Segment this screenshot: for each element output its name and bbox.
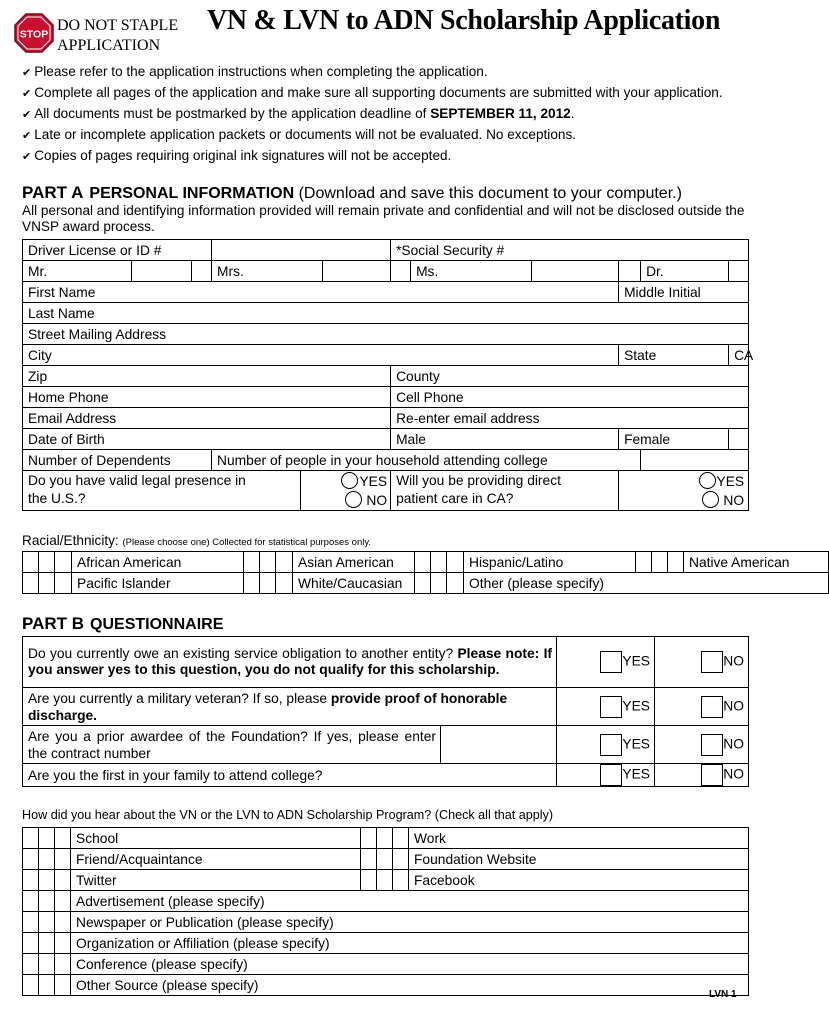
stop-sign-icon	[14, 13, 54, 53]
african-american-checkbox[interactable]	[39, 552, 55, 573]
military-veteran-yes[interactable]: YES	[557, 688, 655, 726]
patient-care-no[interactable]: NO	[624, 491, 744, 510]
service-obligation-yes[interactable]: YES	[557, 637, 655, 688]
title-ms-label: Ms.	[411, 261, 532, 282]
prior-awardee-yes[interactable]: YES	[557, 726, 655, 764]
first-in-family-no[interactable]: NO	[655, 764, 749, 787]
patient-care-options	[619, 471, 749, 511]
part-b-heading: PART B QUESTIONNAIRE	[22, 614, 224, 633]
radio-icon[interactable]	[702, 491, 719, 508]
first-in-family-yes[interactable]: YES	[557, 764, 655, 787]
source-work: Work	[409, 828, 749, 849]
svg-text:STOP: STOP	[19, 28, 49, 41]
question-service-obligation: Do you currently owe an existing service obligation to another entity? Please note: If you answer yes to this question, you do not qualify for this scholarship.	[23, 637, 557, 688]
radio-icon[interactable]	[699, 472, 716, 489]
source-facebook: Facebook	[409, 870, 749, 891]
female-checkbox[interactable]	[729, 429, 749, 450]
white-checkbox[interactable]	[260, 573, 276, 594]
instruction-item: ✔ All documents must be postmarked by the application deadline of SEPTEMBER 11, 2012.	[22, 106, 575, 121]
race-pacific-islander: Pacific Islander	[72, 573, 244, 594]
checkbox-icon[interactable]	[701, 696, 723, 718]
source-organization[interactable]: Organization or Affiliation (please specify)	[71, 933, 749, 954]
how-heard-table	[22, 827, 749, 996]
deadline-date: SEPTEMBER 11, 2012	[430, 106, 571, 121]
checkbox-icon[interactable]	[600, 734, 622, 756]
instruction-item: ✔ Complete all pages of the application and make sure all supporting documents are submitted with your application.	[22, 85, 723, 100]
legal-presence-no[interactable]: NO	[306, 491, 387, 510]
household-college-value[interactable]	[641, 450, 749, 471]
patient-care-question: Will you be providing direct patient care in CA?	[391, 471, 619, 511]
source-advertisement[interactable]: Advertisement (please specify)	[71, 891, 749, 912]
newspaper-checkbox[interactable]	[39, 912, 55, 933]
driver-license-field[interactable]: Driver License or ID #	[23, 240, 212, 261]
zip-field[interactable]: Zip	[23, 366, 391, 387]
source-school: School	[71, 828, 361, 849]
other-race-checkbox[interactable]	[431, 573, 447, 594]
dependents-field[interactable]: Number of Dependents	[23, 450, 212, 471]
checkmark-icon: ✔	[22, 130, 32, 142]
patient-care-yes[interactable]: YES	[624, 472, 744, 491]
friend-checkbox[interactable]	[39, 849, 55, 870]
native-american-checkbox[interactable]	[652, 552, 668, 573]
cell-phone-field[interactable]: Cell Phone	[391, 387, 749, 408]
title-mr-label: Mr.	[23, 261, 132, 282]
male-label: Male	[391, 429, 619, 450]
questionnaire-table	[22, 636, 749, 787]
source-twitter: Twitter	[71, 870, 361, 891]
checkmark-icon: ✔	[22, 67, 32, 79]
race-heading: Racial/Ethnicity: (Please choose one) Collected for statistical purposes only.	[22, 533, 372, 548]
female-label: Female	[619, 429, 729, 450]
checkbox-icon[interactable]	[701, 734, 723, 756]
title-dr-label: Dr.	[641, 261, 729, 282]
question-first-in-family: Are you the first in your family to attend college?	[23, 764, 557, 787]
household-college-label: Number of people in your household attending college	[212, 450, 641, 471]
how-heard-heading: How did you hear about the VN or the LVN to ADN Scholarship Program? (Check all that apply)	[22, 808, 554, 822]
pacific-islander-checkbox[interactable]	[39, 573, 55, 594]
instruction-item: ✔ Late or incomplete application packets or documents will not be evaluated. No exceptions.	[22, 127, 577, 142]
question-prior-awardee: Are you a prior awardee of the Foundation? If yes, please enter the contract number	[23, 726, 441, 764]
state-value[interactable]: CA	[729, 345, 749, 366]
checkbox-icon[interactable]	[600, 696, 622, 718]
page-title: VN & LVN to ADN Scholarship Application	[207, 5, 721, 36]
privacy-note: All personal and identifying information provided will remain private and confidential and will not be disclosed outside the VNSP award process.	[22, 203, 745, 234]
first-name-field[interactable]: First Name	[23, 282, 619, 303]
twitter-checkbox[interactable]	[39, 870, 55, 891]
personal-info-table	[22, 239, 754, 511]
checkbox-icon[interactable]	[600, 764, 622, 786]
contract-number-input[interactable]	[441, 726, 557, 764]
legal-presence-options	[301, 471, 391, 511]
source-conference[interactable]: Conference (please specify)	[71, 954, 749, 975]
race-native-american: Native American	[684, 552, 829, 573]
last-name-field[interactable]: Last Name	[23, 303, 749, 324]
checkmark-icon: ✔	[22, 151, 32, 163]
source-foundation-website: Foundation Website	[409, 849, 749, 870]
race-hispanic: Hispanic/Latino	[464, 552, 636, 573]
do-not-staple-note: DO NOT STAPLE APPLICATION	[57, 17, 179, 54]
race-other[interactable]: Other (please specify)	[464, 573, 829, 594]
instruction-item: ✔ Copies of pages requiring original ink signatures will not be accepted.	[22, 148, 452, 163]
title-mr-checkbox[interactable]	[132, 261, 192, 282]
email-field[interactable]: Email Address	[23, 408, 391, 429]
organization-checkbox[interactable]	[39, 933, 55, 954]
city-field[interactable]: City	[23, 345, 619, 366]
home-phone-field[interactable]: Home Phone	[23, 387, 391, 408]
race-table	[22, 551, 829, 594]
instruction-item: ✔ Please refer to the application instructions when completing the application.	[22, 64, 488, 79]
military-veteran-no[interactable]: NO	[655, 688, 749, 726]
question-military-veteran: Are you currently a military veteran? If so, please provide proof of honorable discharge.	[23, 688, 557, 726]
legal-presence-yes[interactable]: YES	[306, 472, 387, 491]
advertisement-checkbox[interactable]	[39, 891, 55, 912]
asian-american-checkbox[interactable]	[260, 552, 276, 573]
checkbox-icon[interactable]	[701, 651, 723, 673]
street-address-field[interactable]: Street Mailing Address	[23, 324, 749, 345]
checkbox-icon[interactable]	[701, 764, 723, 786]
driver-license-value[interactable]	[212, 240, 391, 261]
state-label: State	[619, 345, 729, 366]
facebook-checkbox[interactable]	[377, 870, 393, 891]
title-mrs-checkbox[interactable]	[323, 261, 391, 282]
instructions-list	[22, 62, 748, 167]
county-field[interactable]: County	[391, 366, 749, 387]
part-a-heading: PART A PERSONAL INFORMATION (Download and save this document to your computer.)	[22, 183, 682, 202]
source-other[interactable]: Other Source (please specify)	[71, 975, 749, 996]
race-african-american: African American	[72, 552, 244, 573]
reenter-email-field[interactable]: Re-enter email address	[391, 408, 749, 429]
title-dr-checkbox[interactable]	[729, 261, 749, 282]
race-white: White/Caucasian	[293, 573, 415, 594]
title-mrs-label: Mrs.	[212, 261, 323, 282]
hispanic-checkbox[interactable]	[431, 552, 447, 573]
service-obligation-no[interactable]: NO	[655, 637, 749, 688]
legal-presence-question: Do you have valid legal presence in the U.S.?	[23, 471, 301, 511]
checkbox-icon[interactable]	[600, 651, 622, 673]
ssn-field[interactable]: *Social Security #	[391, 240, 749, 261]
checkmark-icon: ✔	[22, 109, 32, 121]
foundation-checkbox[interactable]	[377, 849, 393, 870]
school-checkbox[interactable]	[39, 828, 55, 849]
checkmark-icon: ✔	[22, 88, 32, 100]
work-checkbox[interactable]	[377, 828, 393, 849]
race-asian-american: Asian American	[293, 552, 415, 573]
title-ms-checkbox[interactable]	[619, 261, 641, 282]
other-source-checkbox[interactable]	[39, 975, 55, 996]
page-code: LVN 1	[709, 989, 737, 1000]
source-friend: Friend/Acquaintance	[71, 849, 361, 870]
conference-checkbox[interactable]	[39, 954, 55, 975]
date-of-birth-field[interactable]: Date of Birth	[23, 429, 391, 450]
radio-icon[interactable]	[345, 491, 362, 508]
prior-awardee-no[interactable]: NO	[655, 726, 749, 764]
source-newspaper[interactable]: Newspaper or Publication (please specify)	[71, 912, 749, 933]
middle-initial-field[interactable]: Middle Initial	[619, 282, 749, 303]
radio-icon[interactable]	[341, 472, 358, 489]
